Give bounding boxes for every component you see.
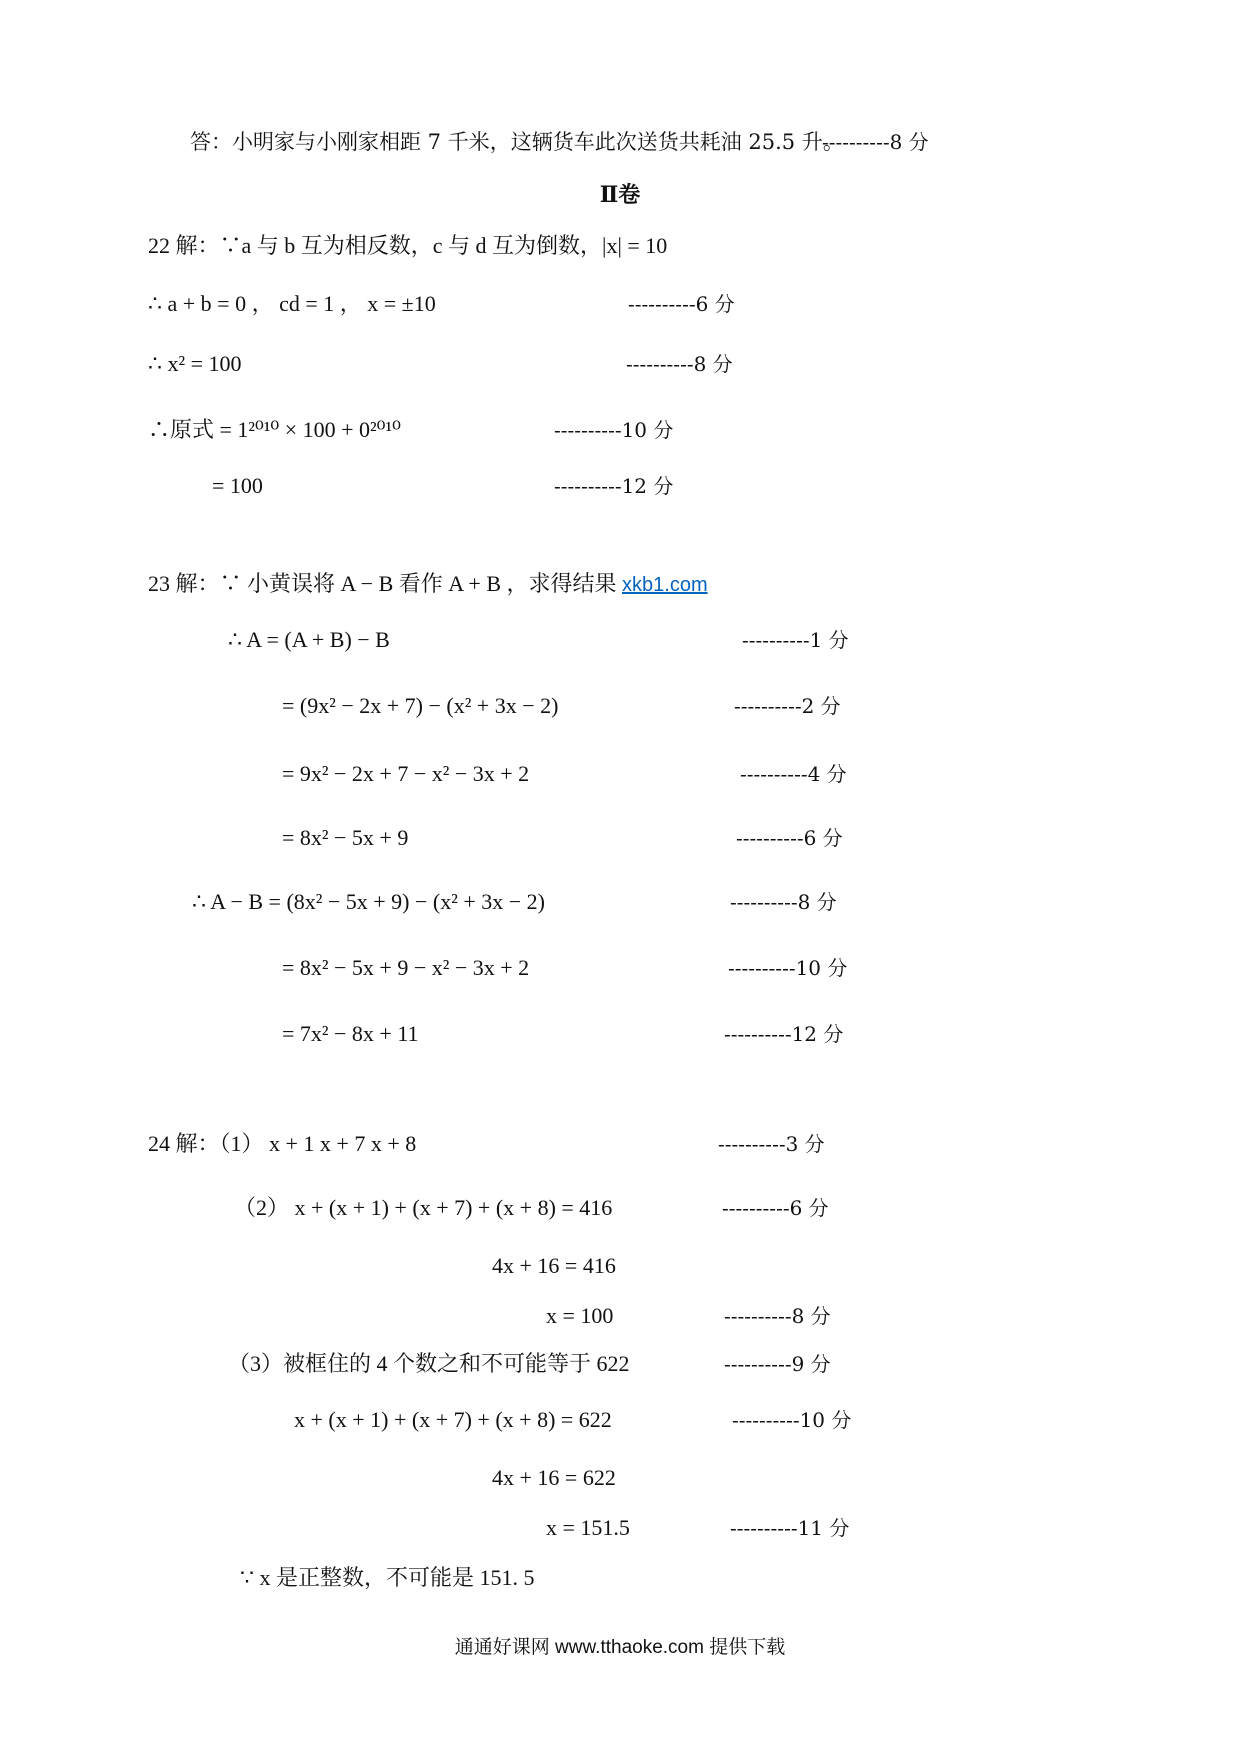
- q22-given: ∵a 与 b 互为相反数，c 与 d 互为倒数，|x| = 10: [219, 233, 668, 258]
- q24-score-6: ----------10 分: [732, 1408, 852, 1432]
- q24-score-2: ----------6 分: [722, 1196, 829, 1220]
- q23-statement: 23 解：∵ 小黄误将 A − B 看作 A + B ，求得结果: [148, 571, 617, 596]
- q23-score-1: ----------1 分: [742, 628, 849, 652]
- q22-line-2: ∴ a + b = 0 ， cd = 1 ， x = ±10: [148, 291, 436, 316]
- q24-line-5: （3）被框住的 4 个数之和不可能等于 622: [228, 1351, 630, 1376]
- q22-score-4: ----------10 分: [554, 418, 674, 442]
- q24-line-2: （2） x + (x + 1) + (x + 7) + (x + 8) = 416: [234, 1195, 613, 1220]
- q24-score-5: ----------9 分: [724, 1352, 831, 1376]
- q24-score-1: ----------3 分: [718, 1132, 825, 1156]
- xkb1-link[interactable]: xkb1.com: [622, 574, 708, 596]
- section-title: Ⅱ卷: [599, 182, 641, 208]
- q23-step-2: = (9x² − 2x + 7) − (x² + 3x − 2): [282, 693, 559, 718]
- q23-score-2: ----------2 分: [734, 694, 841, 718]
- q24-line-4: x = 100: [546, 1303, 614, 1328]
- q23-line-1: [148, 570, 708, 599]
- answer-line: 答：小明家与小刚家相距 7 千米，这辆货车此次送货共耗油 25.5 升。: [190, 130, 844, 154]
- q24-score-8: ----------11 分: [730, 1516, 850, 1540]
- q24-line-8: x = 151.5: [546, 1515, 630, 1540]
- q24-line-1: 24 解：（1） x + 1 x + 7 x + 8: [148, 1131, 417, 1156]
- q23-score-3: ----------4 分: [740, 762, 847, 786]
- q22-line-3: ∴ x² = 100: [148, 351, 242, 376]
- q23-score-5: ----------8 分: [730, 890, 837, 914]
- q22-line-5: = 100: [212, 473, 263, 498]
- q23-step-5: ∴ A − B = (8x² − 5x + 9) − (x² + 3x − 2): [192, 889, 545, 914]
- q24-score-4: ----------8 分: [724, 1304, 831, 1328]
- q22-line-4: ∴原式 = 1²⁰¹⁰ × 100 + 0²⁰¹⁰: [148, 417, 401, 442]
- q22-score-3: ----------8 分: [626, 352, 733, 376]
- q24-line-9: ∵ x 是正整数，不可能是 151. 5: [240, 1565, 535, 1590]
- q22-score-5: ----------12 分: [554, 474, 674, 498]
- q23-step-3: = 9x² − 2x + 7 − x² − 3x + 2: [282, 761, 530, 786]
- q23-score-6: ----------10 分: [728, 956, 848, 980]
- q23-step-7: = 7x² − 8x + 11: [282, 1021, 419, 1046]
- q22-score-2: ----------6 分: [628, 292, 735, 316]
- q22-line-1: [148, 232, 667, 260]
- q23-step-4: = 8x² − 5x + 9: [282, 825, 409, 850]
- q23-step-1: ∴ A = (A + B) − B: [228, 627, 390, 652]
- q23-step-6: = 8x² − 5x + 9 − x² − 3x + 2: [282, 955, 530, 980]
- q24-line-3: 4x + 16 = 416: [492, 1253, 616, 1278]
- answer-score: ----------8 分: [822, 130, 929, 154]
- q22-prefix: 22 解：: [148, 233, 220, 258]
- q24-line-7: 4x + 16 = 622: [492, 1465, 616, 1490]
- q24-line-6: x + (x + 1) + (x + 7) + (x + 8) = 622: [294, 1407, 612, 1432]
- q23-score-7: ----------12 分: [724, 1022, 844, 1046]
- page-footer: 通通好课网 www.tthaoke.com 提供下载: [454, 1637, 786, 1658]
- q23-score-4: ----------6 分: [736, 826, 843, 850]
